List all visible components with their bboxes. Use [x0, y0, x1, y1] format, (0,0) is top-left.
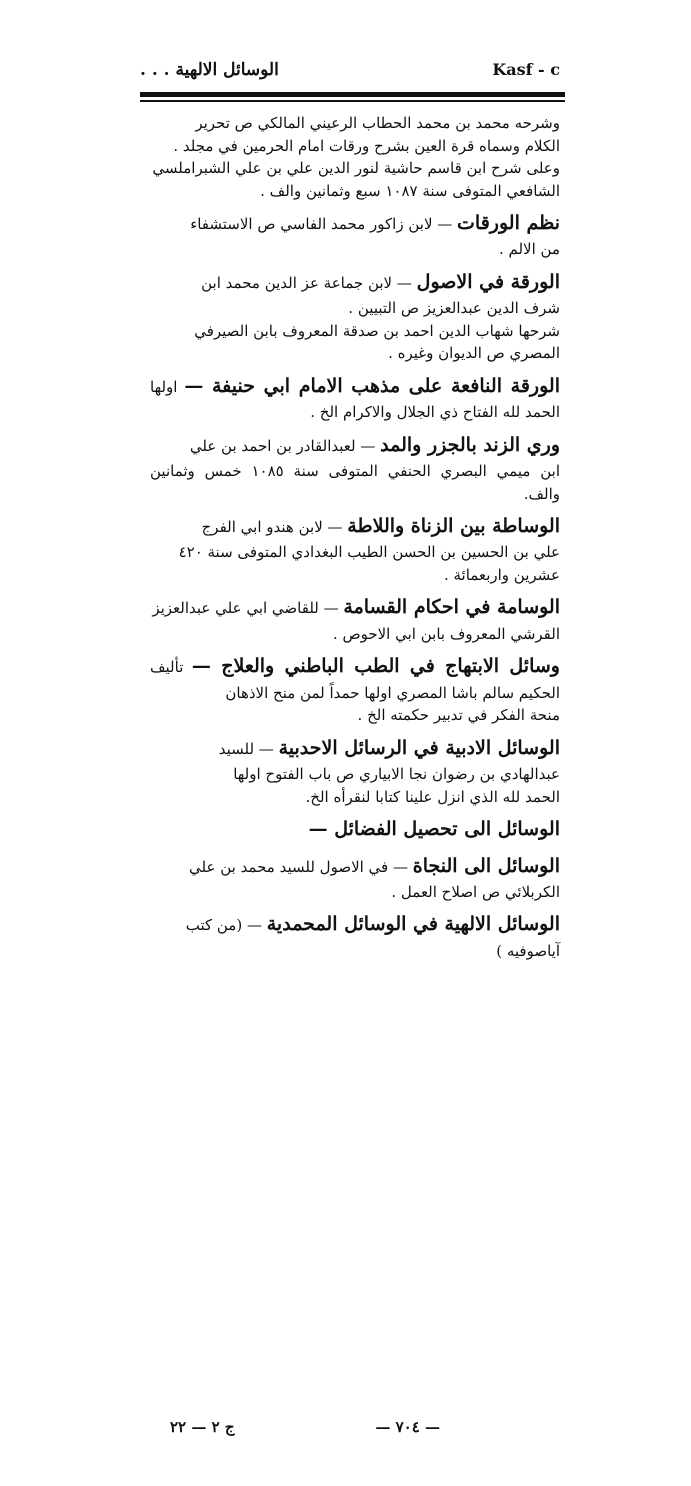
running-header: [140, 60, 560, 90]
entry-text-line: الحمد لله الذي انزل علينا كتابا لنقرأه الخ.: [305, 787, 560, 806]
entry-text: — في الاصول للسيد محمد بن علي: [189, 857, 408, 876]
entry-first-line: [150, 371, 560, 424]
entry-text: اولها الحمد لله الفتاح ذي الجلال والاكرام الخ .: [150, 377, 560, 422]
entry-title: الوسائل الى تحصيل الفضائل —: [308, 818, 560, 841]
entry-text: — للقاضي ابي علي عبدالعزيز: [152, 599, 339, 618]
entry-first-line: [150, 592, 560, 622]
header-title: الوسائل الالهية . . .: [140, 60, 279, 80]
entry-title: الوسائل الى النجاة: [412, 854, 560, 877]
entry-text: — (من كتب: [185, 916, 262, 935]
entry-text-line: الكلام وسماه قرة العين بشرح ورقات امام الحرمين في مجلد .: [173, 136, 560, 155]
entry-text: تأليف الحكيم سالم باشا المصري اولها حمداً لمن منح الاذهان: [150, 658, 560, 702]
entry-title: نظم الورقات: [457, 212, 560, 234]
entry-text: — لابن هندو ابي الفرج: [201, 518, 343, 537]
entry-text: — لابن زاكور محمد الفاسي ص الاستشفاء: [190, 215, 453, 233]
entry-first-line: [150, 430, 560, 460]
entry-text: — لعبدالقادر بن احمد بن علي: [189, 436, 376, 455]
catalog-entry: [150, 267, 560, 365]
entry-first-line: [150, 733, 560, 763]
entry-text-line: عشرين واربعمائة .: [443, 565, 560, 584]
entry-first-line: [150, 909, 560, 939]
entry-first-line: [150, 814, 560, 844]
entry-title: وسائل الابتهاج في الطب الباطني والعلاج —: [191, 655, 560, 678]
entry-text: — لابن جماعة عز الدين محمد ابن: [201, 273, 412, 292]
catalog-entry: [150, 814, 560, 844]
entry-title: الوسائل الالهية في الوسائل المحمدية: [266, 913, 560, 936]
entry-text-line: آياصوفيه ): [496, 941, 560, 960]
entry-text-line: من الالم .: [498, 240, 560, 259]
header-rule-thick: [140, 92, 565, 97]
catalog-entry: [150, 112, 560, 202]
catalog-entry: [150, 851, 560, 904]
entry-title: الوسائل الادبية في الرسائل الاحدبية: [278, 736, 560, 759]
entry-first-line: [150, 651, 560, 704]
entry-text-line: ابن ميمي البصري الحنفي المتوفى سنة ١٠٨٥ خمس وثمانين والف.: [150, 462, 560, 503]
entry-text-line: وشرحه محمد بن محمد الحطاب الرعيني المالكي ص تحرير: [195, 114, 560, 132]
entry-text-line: المصري ص الديوان وغيره .: [388, 344, 560, 363]
entry-title: الورقة النافعة على مذهب الامام ابي حنيفة —: [184, 374, 560, 397]
entry-first-line: [150, 851, 560, 881]
catalog-entry: [150, 592, 560, 645]
entry-text-line: القرشي المعروف بابن ابي الاحوص .: [332, 624, 560, 643]
catalog-entry: [150, 733, 560, 808]
catalog-entries: [150, 112, 560, 968]
footer-volume: ج ٢ — ٢٢: [170, 1418, 235, 1436]
entry-title: الورقة في الاصول: [416, 270, 560, 293]
entry-text-line: علي بن الحسين بن الحسن الطيب البغدادي المتوفى سنة ٤٢٠: [178, 543, 560, 562]
catalog-entry: [150, 909, 560, 962]
entry-text-line: عبدالهادي بن رضوان نجا الابياري ص باب الفتوح اولها: [233, 765, 560, 784]
entry-text-line: شرحها شهاب الدين احمد بن صدقة المعروف بابن الصيرفي: [194, 321, 560, 340]
catalog-entry: [150, 511, 560, 586]
header-catalog-ref: Kasf - c: [492, 60, 560, 79]
entry-text-line: الشافعي المتوفى سنة ١٠٨٧ سبع وثمانين والف .: [260, 181, 560, 200]
catalog-entry: [150, 651, 560, 726]
entry-title: وري الزند بالجزر والمد: [380, 433, 560, 456]
entry-first-line: [150, 511, 560, 541]
entry-text-line: شرف الدين عبدالعزيز ص التبيين .: [348, 299, 560, 318]
catalog-entry: [150, 208, 560, 261]
entry-text: — للسيد: [218, 739, 274, 758]
entry-text-line: منحة الفكر في تدبير حكمته الخ .: [357, 706, 560, 725]
entry-first-line: [150, 208, 560, 238]
footer-page-number: — ٧٠٤ —: [375, 1418, 440, 1436]
catalog-entry: [150, 371, 560, 424]
page-footer: [150, 1418, 440, 1442]
header-rule-thin: [140, 100, 565, 102]
entry-first-line: [150, 267, 560, 297]
entry-text-line: وعلى شرح ابن قاسم حاشية لنور الدين علي بن علي الشبراملسي: [152, 159, 560, 177]
entry-title: الوسامة في احكام القسامة: [343, 596, 560, 619]
catalog-entry: [150, 430, 560, 505]
entry-text-line: الكربلائي ص اصلاح العمل .: [391, 882, 560, 901]
entry-title: الوساطة بين الزناة واللاطة: [347, 515, 560, 538]
